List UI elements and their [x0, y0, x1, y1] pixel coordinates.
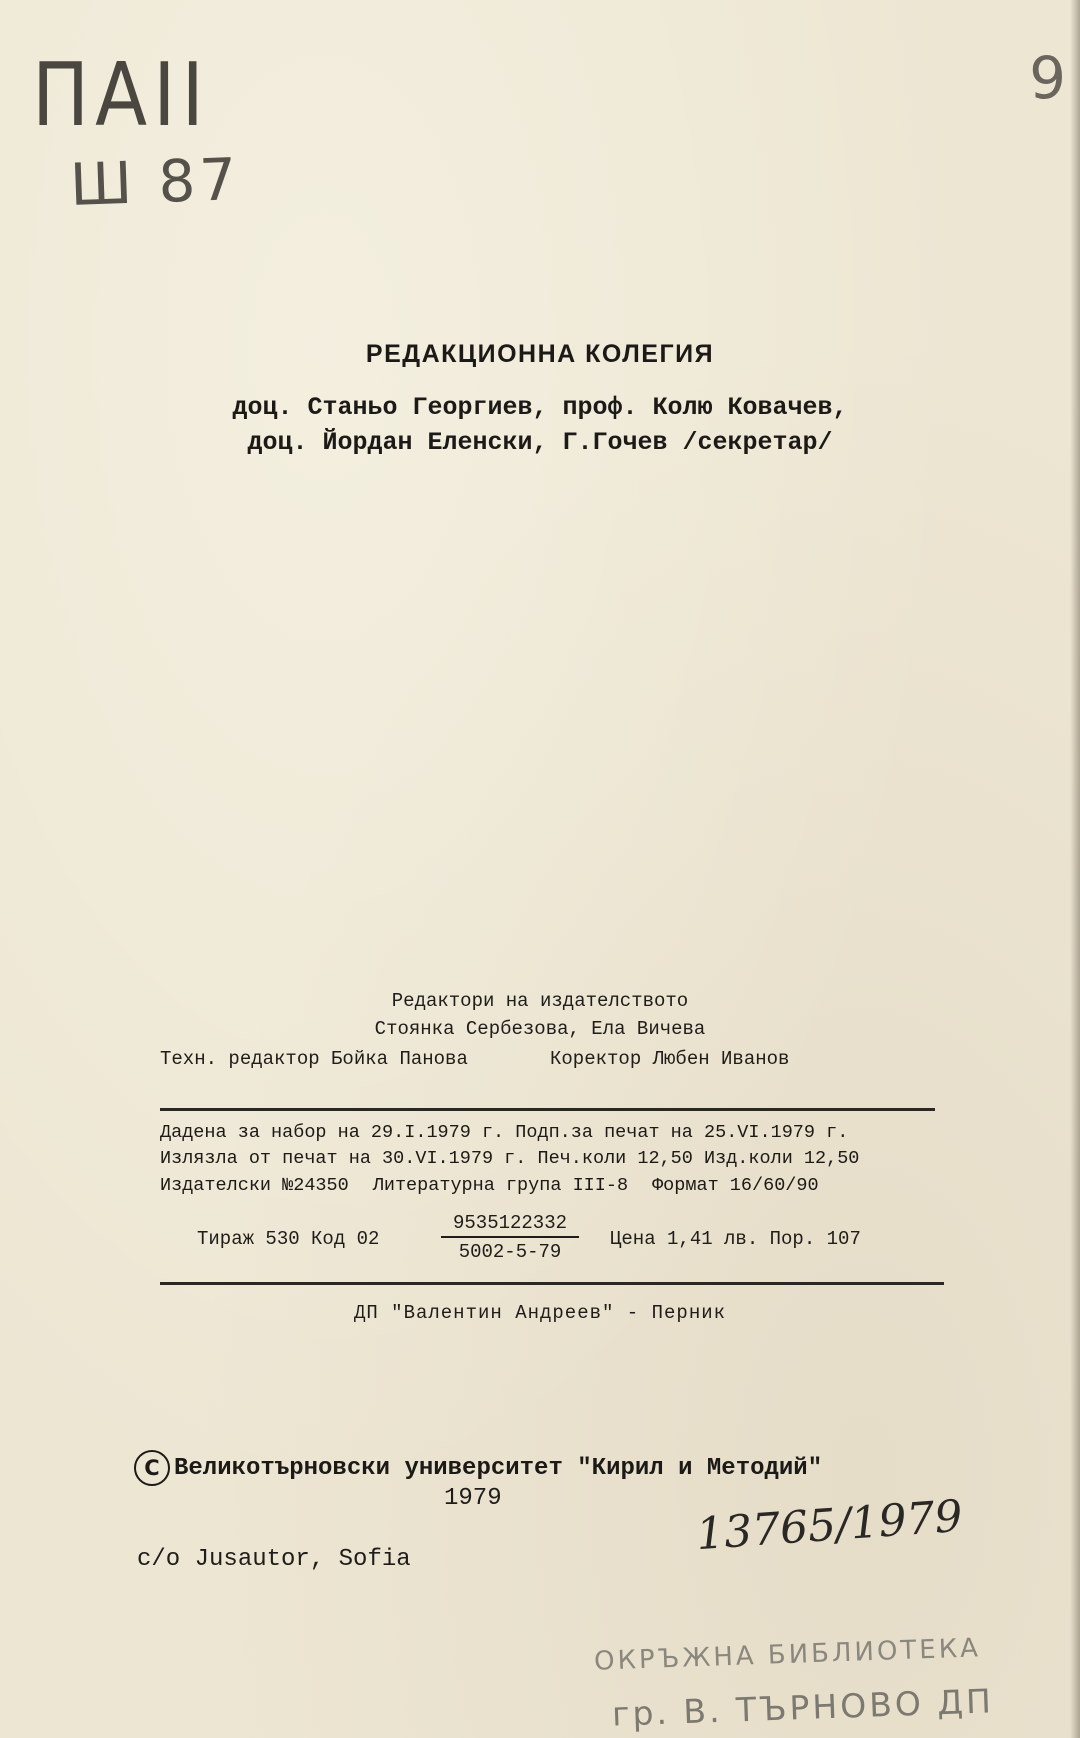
print-format: Формат 16/60/90 — [652, 1175, 819, 1196]
publisher-editors-names: Стоянка Сербезова, Ела Вичева — [374, 1018, 706, 1040]
publisher-number: Издателски №24350 — [160, 1175, 349, 1196]
handwritten-shelfmark: ПАII — [32, 43, 210, 146]
editorial-board-title: РЕДАКЦИОННА КОЛЕГИЯ — [365, 340, 715, 368]
divider-rule-top — [160, 1108, 935, 1111]
divider-rule-bottom — [160, 1282, 944, 1285]
handwritten-inventory-number: 13765/1979 — [694, 1490, 965, 1561]
library-stamp-line-2: гр. В. ТЪРНОВО ДП — [611, 1681, 995, 1734]
proofreader: Коректор Любен Иванов — [550, 1048, 790, 1070]
library-stamp-line-1: ОКРЪЖНА БИБЛИОТЕКА — [593, 1633, 982, 1677]
page-edge-shadow — [1070, 0, 1080, 1738]
literature-group: Литературна група III-8 — [372, 1175, 629, 1196]
code-numerator: 9535122332 — [441, 1212, 579, 1238]
handwritten-page-number: 9 — [1029, 44, 1066, 112]
publisher-info-line — [160, 1175, 819, 1196]
copyright-icon: C — [134, 1450, 170, 1486]
publisher-editors-heading: Редактори на издателството — [391, 990, 689, 1012]
editorial-board-members-line-1: доц. Станьо Георгиев, проф. Колю Ковачев, — [232, 393, 848, 422]
print-run: Тираж 530 Код 02 — [197, 1228, 380, 1250]
handwritten-shelfmark-number: Ш 87 — [68, 145, 242, 219]
printing-house: ДП "Валентин Андреев" - Перник — [353, 1302, 727, 1324]
price-and-order: Цена 1,41 лв. Пор. 107 — [610, 1228, 861, 1250]
editorial-board-members-line-2: доц. Йордан Еленски, Г.Гочев /секретар/ — [247, 428, 833, 457]
copyright-agent: c/o Jusautor, Sofia — [137, 1546, 411, 1573]
copyright-line — [134, 1450, 822, 1486]
technical-editor: Техн. редактор Бойка Панова — [160, 1048, 468, 1070]
copyright-holder: Великотърновски университет "Кирил и Методий" — [174, 1454, 823, 1482]
print-output-line: Излязла от печат на 30.VI.1979 г. Печ.коли 12,50 Изд.коли 12,50 — [160, 1148, 860, 1169]
code-denominator: 5002-5-79 — [458, 1241, 562, 1263]
copyright-year: 1979 — [444, 1485, 502, 1512]
print-dates-line: Дадена за набор на 29.I.1979 г. Подп.за печат на 25.VI.1979 г. — [160, 1122, 849, 1143]
classification-code — [441, 1212, 579, 1263]
